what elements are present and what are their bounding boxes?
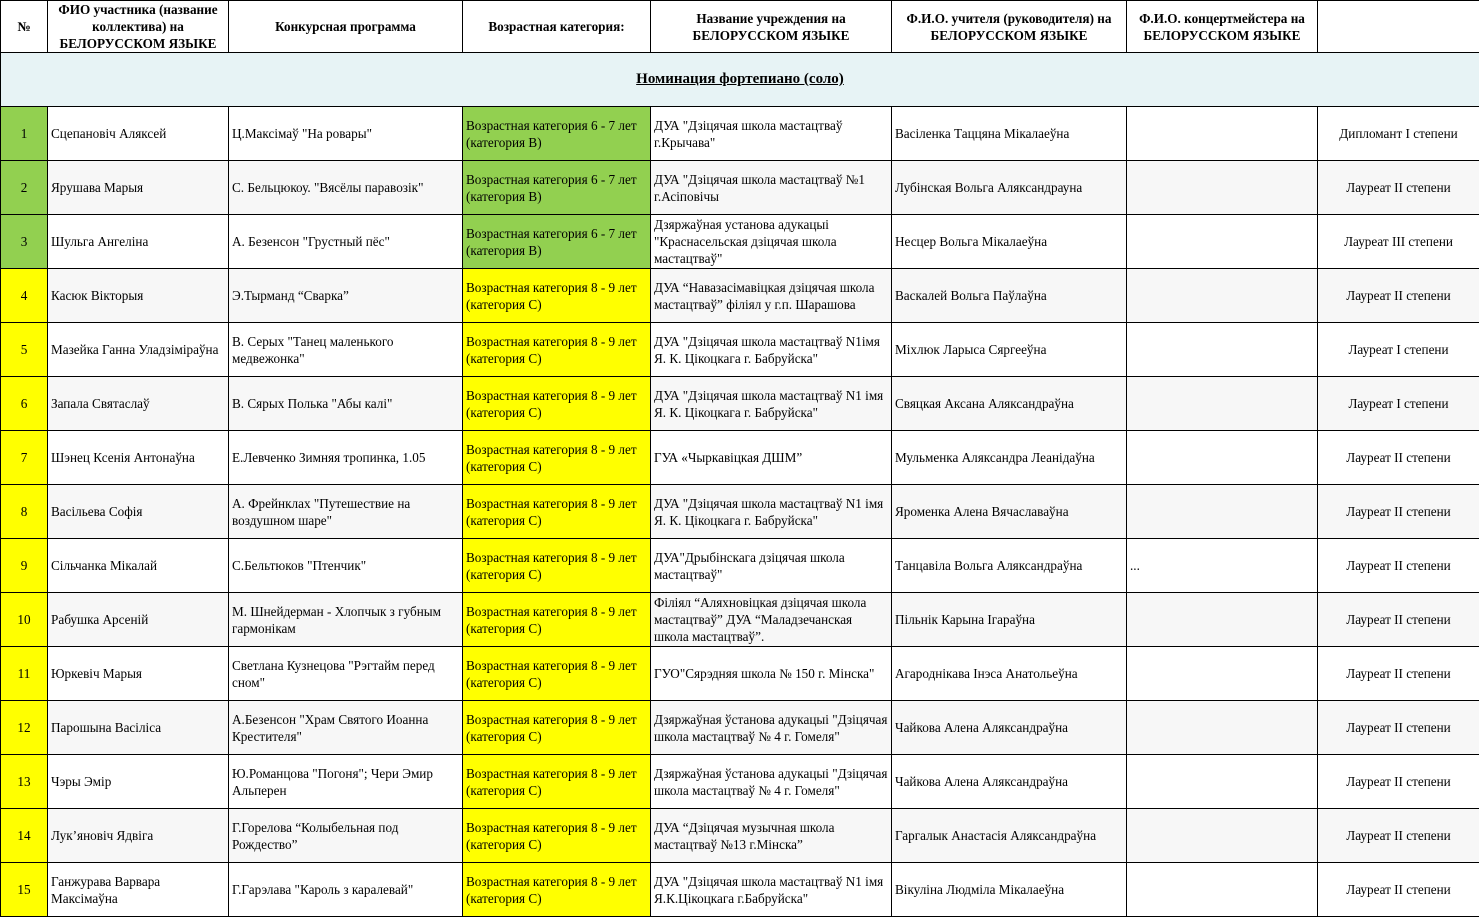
cell-accompanist xyxy=(1127,647,1318,701)
table-row xyxy=(1,485,1479,539)
cell-institution: Дзяржаўная ўстанова адукацыі "Дзіцячая школа мастацтваў № 4 г. Гомеля" xyxy=(651,755,892,809)
cell-accompanist xyxy=(1127,431,1318,485)
cell-program: Э.Тырманд “Сварка” xyxy=(229,269,463,323)
header-program: Конкурсная программа xyxy=(229,1,463,53)
cell-accompanist: ... xyxy=(1127,539,1318,593)
cell-accompanist xyxy=(1127,809,1318,863)
cell-result: Лауреат II степени xyxy=(1318,863,1479,917)
cell-result: Лауреат II степени xyxy=(1318,431,1479,485)
cell-program: Г.Горелова “Колыбельная под Рождество” xyxy=(229,809,463,863)
header-accompanist: Ф.И.О. концертмейстера на БЕЛОРУССКОМ ЯЗЫКЕ xyxy=(1127,1,1318,53)
cell-participant: Юркевіч Марыя xyxy=(48,647,229,701)
cell-result: Лауреат II степени xyxy=(1318,539,1479,593)
cell-age-category: Возрастная категория 8 - 9 лет (категория С) xyxy=(463,431,651,485)
table-row xyxy=(1,593,1479,647)
cell-institution: Дзяржаўная установа адукацыі "Краснасельская дзіцячая школа мастацтваў" xyxy=(651,215,892,269)
cell-teacher: Танцавіла Вольга Аляксандраўна xyxy=(892,539,1127,593)
cell-program: А. Безенсон "Грустный пёс" xyxy=(229,215,463,269)
cell-accompanist xyxy=(1127,485,1318,539)
cell-age-category: Возрастная категория 8 - 9 лет (категория С) xyxy=(463,755,651,809)
cell-number: 14 xyxy=(1,809,48,863)
cell-result: Лауреат II степени xyxy=(1318,269,1479,323)
cell-institution: ДУА "Дзіцячая школа мастацтваў N1імя Я. К. Цікоцкага г. Бабруйска" xyxy=(651,323,892,377)
cell-result: Лауреат II степени xyxy=(1318,755,1479,809)
table-row xyxy=(1,863,1479,917)
cell-institution: ДУА "Дзіцячая школа мастацтваў N1 імя Я. К. Цікоцкага г. Бабруйска" xyxy=(651,377,892,431)
cell-participant: Рабушка Арсеній xyxy=(48,593,229,647)
table-row xyxy=(1,107,1479,161)
cell-result: Лауреат II степени xyxy=(1318,485,1479,539)
cell-teacher: Чайкова Алена Аляксандраўна xyxy=(892,755,1127,809)
cell-result: Лауреат II степени xyxy=(1318,161,1479,215)
table-row xyxy=(1,701,1479,755)
cell-participant: Запала Святаслаў xyxy=(48,377,229,431)
cell-program: Ю.Романцова "Погоня"; Чери Эмир Альперен xyxy=(229,755,463,809)
table-row xyxy=(1,809,1479,863)
cell-program: В. Сярых Полька "Абы калі" xyxy=(229,377,463,431)
cell-participant: Шульга Ангеліна xyxy=(48,215,229,269)
cell-teacher: Несцер Вольга Мікалаеўна xyxy=(892,215,1127,269)
cell-participant: Сільчанка Мікалай xyxy=(48,539,229,593)
cell-teacher: Вікуліна Людміла Мікалаеўна xyxy=(892,863,1127,917)
cell-institution: Філіял “Аляхновіцкая дзіцячая школа мастацтваў” ДУА “Маладзечанская школа мастацтваў”. xyxy=(651,593,892,647)
header-result xyxy=(1318,1,1479,53)
cell-teacher: Агароднікава Інэса Анатольеўна xyxy=(892,647,1127,701)
cell-number: 12 xyxy=(1,701,48,755)
cell-accompanist xyxy=(1127,701,1318,755)
cell-result: Лауреат II степени xyxy=(1318,701,1479,755)
cell-institution: Дзяржаўная ўстанова адукацыі "Дзіцячая школа мастацтваў № 4 г. Гомеля" xyxy=(651,701,892,755)
cell-institution: ДУА "Дзіцячая школа мастацтваў №1 г.Асіповічы xyxy=(651,161,892,215)
table-row xyxy=(1,323,1479,377)
cell-result: Лауреат I степени xyxy=(1318,323,1479,377)
cell-program: Г.Гарэлава "Кароль з каралевай" xyxy=(229,863,463,917)
cell-result: Лауреат II степени xyxy=(1318,593,1479,647)
header-institution: Название учреждения на БЕЛОРУССКОМ ЯЗЫКЕ xyxy=(651,1,892,53)
cell-program: Ц.Максімаў "На ровары" xyxy=(229,107,463,161)
cell-accompanist xyxy=(1127,863,1318,917)
cell-number: 15 xyxy=(1,863,48,917)
cell-institution: ДУА “Дзіцячая музычная школа мастацтваў №13 г.Мінска” xyxy=(651,809,892,863)
cell-program: В. Серых "Танец маленького медвежонка" xyxy=(229,323,463,377)
cell-age-category: Возрастная категория 8 - 9 лет (категория С) xyxy=(463,593,651,647)
cell-program: Светлана Кузнецова "Рэгтайм перед сном" xyxy=(229,647,463,701)
cell-teacher: Мульменка Аляксандра Леанідаўна xyxy=(892,431,1127,485)
header-participant: ФИО участника (название коллектива) на БЕЛОРУССКОМ ЯЗЫКЕ xyxy=(48,1,229,53)
nomination-row xyxy=(1,53,1479,107)
cell-program: Е.Левченко Зимняя тропинка, 1.05 xyxy=(229,431,463,485)
cell-participant: Шэнец Ксенія Антонаўна xyxy=(48,431,229,485)
cell-age-category: Возрастная категория 8 - 9 лет (категория С) xyxy=(463,863,651,917)
cell-accompanist xyxy=(1127,593,1318,647)
cell-accompanist xyxy=(1127,161,1318,215)
cell-accompanist xyxy=(1127,755,1318,809)
cell-institution: ДУА “Навазасімавіцкая дзіцячая школа мастацтваў” філіял у г.п. Шарашова xyxy=(651,269,892,323)
cell-number: 10 xyxy=(1,593,48,647)
cell-age-category: Возрастная категория 6 - 7 лет (категория В) xyxy=(463,107,651,161)
table-row xyxy=(1,215,1479,269)
cell-age-category: Возрастная категория 8 - 9 лет (категория С) xyxy=(463,377,651,431)
cell-age-category: Возрастная категория 8 - 9 лет (категория С) xyxy=(463,647,651,701)
cell-number: 6 xyxy=(1,377,48,431)
cell-result: Лауреат II степени xyxy=(1318,809,1479,863)
cell-program: А. Фрейнклах "Путешествие на воздушном шаре" xyxy=(229,485,463,539)
cell-age-category: Возрастная категория 8 - 9 лет (категория С) xyxy=(463,485,651,539)
cell-age-category: Возрастная категория 8 - 9 лет (категория С) xyxy=(463,809,651,863)
table-row xyxy=(1,647,1479,701)
header-number: № xyxy=(1,1,48,53)
cell-institution: ГУО"Сярэдняя школа № 150 г. Мінска" xyxy=(651,647,892,701)
cell-number: 2 xyxy=(1,161,48,215)
cell-program: М. Шнейдерман - Хлопчык з губным гармонікам xyxy=(229,593,463,647)
table-row xyxy=(1,539,1479,593)
cell-number: 1 xyxy=(1,107,48,161)
cell-number: 5 xyxy=(1,323,48,377)
cell-teacher: Свяцкая Аксана Аляксандраўна xyxy=(892,377,1127,431)
cell-result: Дипломант I степени xyxy=(1318,107,1479,161)
cell-age-category: Возрастная категория 8 - 9 лет (категория С) xyxy=(463,323,651,377)
cell-number: 3 xyxy=(1,215,48,269)
cell-institution: ДУА "Дзіцячая школа мастацтваў N1 імя Я.К.Цікоцкага г.Бабруйска" xyxy=(651,863,892,917)
cell-age-category: Возрастная категория 8 - 9 лет (категория С) xyxy=(463,539,651,593)
header-teacher: Ф.И.О. учителя (руководителя) на БЕЛОРУССКОМ ЯЗЫКЕ xyxy=(892,1,1127,53)
table-row xyxy=(1,377,1479,431)
cell-result: Лауреат II степени xyxy=(1318,647,1479,701)
cell-result: Лауреат III степени xyxy=(1318,215,1479,269)
cell-number: 7 xyxy=(1,431,48,485)
cell-number: 11 xyxy=(1,647,48,701)
cell-accompanist xyxy=(1127,323,1318,377)
cell-accompanist xyxy=(1127,215,1318,269)
cell-accompanist xyxy=(1127,377,1318,431)
cell-result: Лауреат I степени xyxy=(1318,377,1479,431)
cell-participant: Мазейка Ганна Уладзіміраўна xyxy=(48,323,229,377)
cell-participant: Ярушава Марыя xyxy=(48,161,229,215)
cell-age-category: Возрастная категория 6 - 7 лет (категория В) xyxy=(463,161,651,215)
cell-teacher: Пільнік Карына Ігараўна xyxy=(892,593,1127,647)
table-row xyxy=(1,431,1479,485)
nomination-title: Номинация фортепиано (соло) xyxy=(1,53,1479,107)
cell-teacher: Яроменка Алена Вячаславаўна xyxy=(892,485,1127,539)
cell-participant: Ганжурава Варвара Максімаўна xyxy=(48,863,229,917)
cell-participant: Лук’яновіч Ядвіга xyxy=(48,809,229,863)
cell-age-category: Возрастная категория 8 - 9 лет (категория С) xyxy=(463,701,651,755)
cell-age-category: Возрастная категория 6 - 7 лет (категория В) xyxy=(463,215,651,269)
cell-participant: Чэры Эмір xyxy=(48,755,229,809)
cell-participant: Васільева Софія xyxy=(48,485,229,539)
cell-number: 8 xyxy=(1,485,48,539)
header-age-category: Возрастная категория: xyxy=(463,1,651,53)
table-row xyxy=(1,269,1479,323)
cell-teacher: Васіленка Таццяна Мікалаеўна xyxy=(892,107,1127,161)
cell-number: 9 xyxy=(1,539,48,593)
table-row xyxy=(1,755,1479,809)
cell-teacher: Чайкова Алена Аляксандраўна xyxy=(892,701,1127,755)
cell-accompanist xyxy=(1127,269,1318,323)
cell-number: 13 xyxy=(1,755,48,809)
cell-institution: ДУА"Дрыбінскага дзіцячая школа мастацтваў" xyxy=(651,539,892,593)
cell-number: 4 xyxy=(1,269,48,323)
cell-participant: Касюк Вікторыя xyxy=(48,269,229,323)
cell-participant: Парошына Васіліса xyxy=(48,701,229,755)
cell-program: С. Бельцюкоу. "Вясёлы паравозік" xyxy=(229,161,463,215)
cell-institution: ГУА «Чыркавіцкая ДШМ” xyxy=(651,431,892,485)
table-row xyxy=(1,161,1479,215)
cell-program: С.Бельтюков "Птенчик" xyxy=(229,539,463,593)
cell-institution: ДУА "Дзіцячая школа мастацтваў N1 імя Я. К. Цікоцкага г. Бабруйска" xyxy=(651,485,892,539)
cell-teacher: Гаргалык Анастасія Аляксандраўна xyxy=(892,809,1127,863)
cell-program: А.Безенсон "Храм Святого Иоанна Крестителя" xyxy=(229,701,463,755)
cell-institution: ДУА "Дзіцячая школа мастацтваў г.Крычава" xyxy=(651,107,892,161)
cell-teacher: Міхлюк Ларыса Сяргееўна xyxy=(892,323,1127,377)
cell-teacher: Васкалей Вольга Паўлаўна xyxy=(892,269,1127,323)
cell-age-category: Возрастная категория 8 - 9 лет (категория С) xyxy=(463,269,651,323)
cell-teacher: Лубінская Вольга Аляксандрауна xyxy=(892,161,1127,215)
cell-accompanist xyxy=(1127,107,1318,161)
header-row xyxy=(1,1,1479,53)
cell-participant: Сцепановіч Аляксей xyxy=(48,107,229,161)
